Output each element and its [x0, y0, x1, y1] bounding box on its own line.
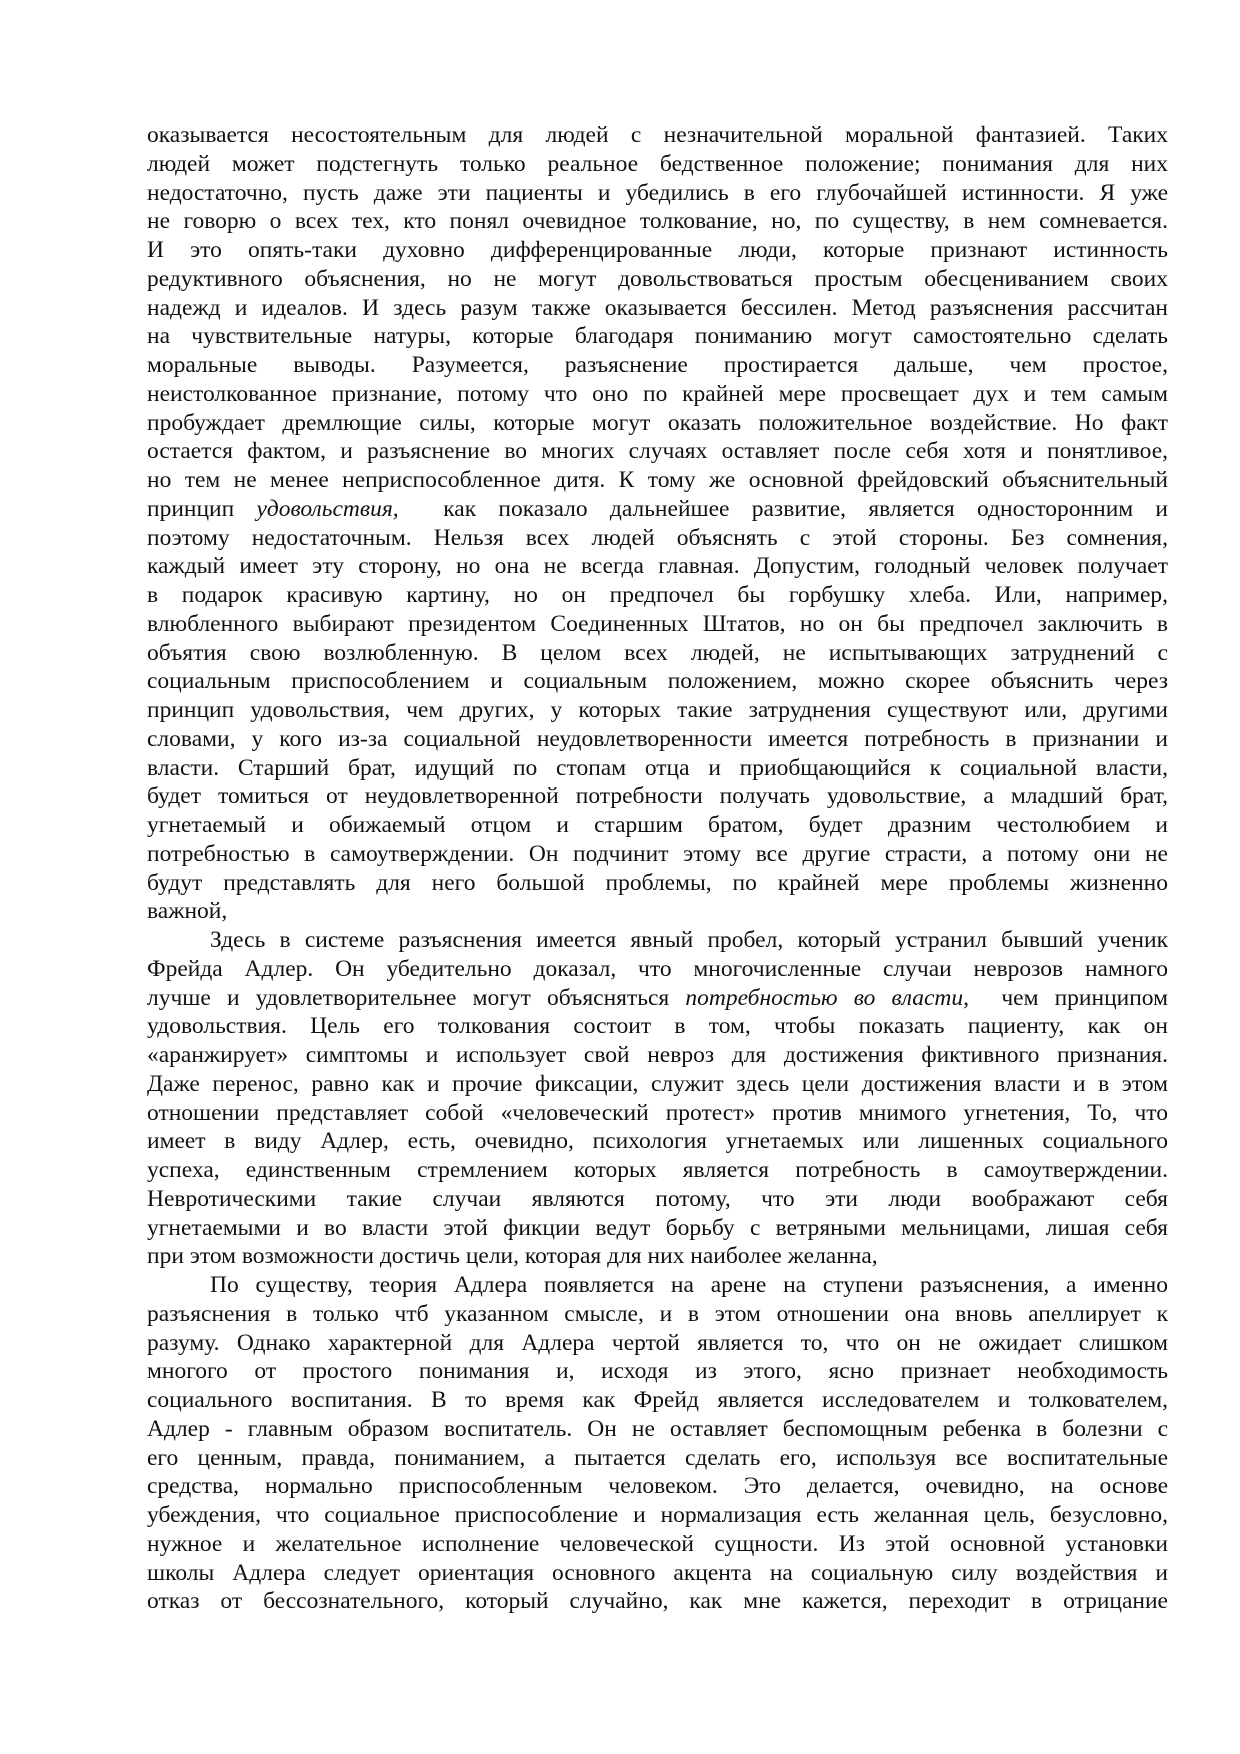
text-line	[147, 1300, 1168, 1329]
line-text: отказ от бессознательного, который случайно, как мне кажется, переходит в отрицание	[147, 1588, 1168, 1615]
line-text: «аранжирует» симптомы и использует свой невроз для достижения фиктивного признания.	[147, 1042, 1168, 1068]
text-line	[147, 409, 1168, 438]
line-text: отношении представляет собой «человеческий протест» против мнимого угнетения, То, что	[147, 1099, 1168, 1126]
text-line	[147, 351, 1168, 380]
line-text: как показало дальнейшее развитие, является односторонним и	[398, 495, 1168, 522]
line-text: принцип	[147, 495, 257, 522]
line-text: средства, нормально приспособленным человеком. Это делается, очевидно, на основе	[147, 1473, 1168, 1500]
text-line	[147, 1012, 1168, 1041]
line-text: будет томиться от неудовлетворенной потребности получать удовольствие, а младший брат,	[147, 783, 1168, 810]
text-line	[147, 1386, 1168, 1415]
line-text: угнетаемыми и во власти этой фикции ведут борьбу с ветряными мельницами, лишая себя	[147, 1214, 1168, 1241]
text-line	[147, 179, 1168, 208]
line-text: лучше и удовлетворительнее могут объясняться	[147, 984, 686, 1011]
text-line	[147, 1415, 1168, 1444]
italic-emphasis: потребностью во власти,	[685, 984, 970, 1011]
text-line	[147, 1070, 1168, 1099]
line-text: неистолкованное признание, потому что оно по крайней мере просвещает дух и тем самым	[147, 380, 1168, 407]
text-line	[147, 696, 1168, 725]
text-line	[147, 639, 1168, 668]
text-line	[147, 1156, 1168, 1185]
line-text: удовольствия. Цель его толкования состоит в том, чтобы показать пациенту, как он	[147, 1013, 1168, 1040]
line-text: людей может подстегнуть только реальное бедственное положение; понимания для них	[147, 150, 1168, 177]
text-line	[147, 236, 1168, 265]
text-line	[147, 380, 1168, 409]
line-text: убеждения, что социальное приспособление и нормализация есть желанная цель, безусловно,	[147, 1502, 1168, 1528]
line-text: Невротическими такие случаи являются потому, что эти люди воображают себя	[147, 1185, 1168, 1212]
line-text: будут представлять для него большой проблемы, по крайней мере проблемы жизненно	[147, 869, 1168, 896]
line-text: его ценным, правда, пониманием, а пытается сделать его, используя все воспитательные	[147, 1444, 1168, 1471]
text-line	[147, 1214, 1168, 1243]
text-line	[147, 121, 1168, 150]
text-line	[147, 466, 1168, 495]
line-text: Даже перенос, равно как и прочие фиксации, служит здесь цели достижения власти и в этом	[147, 1070, 1168, 1097]
line-text: социального воспитания. В то время как Фрейд является исследователем и толкователем,	[147, 1387, 1168, 1413]
text-line	[147, 437, 1168, 466]
line-text: И это опять-таки духовно дифференцированные люди, которые признают истинность	[147, 237, 1168, 263]
text-line	[147, 1357, 1168, 1386]
line-text: разуму. Однако характерной для Адлера чертой является то, что он не ожидает слишком	[147, 1329, 1168, 1356]
text-line	[147, 524, 1168, 553]
line-text: нужное и желательное исполнение человеческой сущности. Из этой основной установки	[147, 1530, 1168, 1557]
text-line	[147, 322, 1168, 351]
line-text: По существу, теория Адлера появляется на арене на ступени разъяснения, а именно	[210, 1272, 1168, 1298]
text-line	[147, 1127, 1168, 1156]
italic-emphasis: удовольствия,	[256, 495, 399, 522]
line-text: поэтому недостаточным. Нельзя всех людей объяснять с этой стороны. Без сомнения,	[147, 524, 1168, 551]
line-text: но тем не менее неприспособленное дитя. К тому же основной фрейдовский объяснительный	[147, 467, 1168, 493]
text-line	[147, 926, 1168, 955]
line-text: надежд и идеалов. И здесь разум также оказывается бессилен. Метод разъяснения рассчитан	[147, 294, 1168, 321]
line-text: имеет в виду Адлер, есть, очевидно, психология угнетаемых или лишенных социального	[147, 1128, 1168, 1155]
text-line	[147, 1099, 1168, 1128]
line-text: власти. Старший брат, идущий по стопам отца и приобщающийся к социальной власти,	[147, 754, 1168, 781]
line-text: Фрейда Адлер. Он убедительно доказал, что многочисленные случаи неврозов намного	[147, 955, 1168, 982]
line-text: успеха, единственным стремлением которых является потребность в самоутверждении.	[147, 1157, 1168, 1183]
line-text: моральные выводы. Разумеется, разъяснение простирается дальше, чем простое,	[147, 352, 1168, 378]
line-text: важной,	[147, 898, 228, 925]
text-line	[147, 1472, 1168, 1501]
line-text: Адлер - главным образом воспитатель. Он не оставляет беспомощным ребенка в болезни с	[147, 1415, 1168, 1442]
text-line	[147, 1559, 1168, 1588]
text-line	[147, 1185, 1168, 1214]
line-text: Здесь в системе разъяснения имеется явный пробел, который устранил бывший ученик	[210, 927, 1168, 953]
text-line	[147, 1587, 1168, 1616]
line-text: при этом возможности достичь цели, которая для них наиболее желанна,	[147, 1243, 878, 1270]
line-text: в подарок красивую картину, но он предпочел бы горбушку хлеба. Или, например,	[147, 582, 1168, 608]
line-text: социальным приспособлением и социальным положением, можно скорее объяснить через	[147, 668, 1168, 695]
line-text: угнетаемый и обижаемый отцом и старшим братом, будет дразним честолюбием и	[147, 812, 1168, 838]
text-line	[147, 725, 1168, 754]
line-text: пробуждает дремлющие силы, которые могут оказать положительное воздействие. Но факт	[147, 409, 1168, 436]
text-line	[147, 610, 1168, 639]
line-text: остается фактом, и разъяснение во многих случаях оставляет после себя хотя и понятливое,	[147, 438, 1168, 465]
text-line	[147, 984, 1168, 1013]
line-text: не говорю о всех тех, кто понял очевидное толкование, но, по существу, в нем сомневается.	[147, 208, 1168, 235]
line-text: школы Адлера следует ориентация основного акцента на социальную силу воздействия и	[147, 1559, 1168, 1586]
text-line	[147, 150, 1168, 179]
line-text: влюбленного выбирают президентом Соединенных Штатов, но он бы предпочел заключить в	[147, 610, 1168, 637]
text-line	[147, 265, 1168, 294]
text-line	[147, 1329, 1168, 1358]
text-line	[147, 782, 1168, 811]
text-line	[147, 1242, 1168, 1271]
line-text: каждый имеет эту сторону, но она не всегда главная. Допустим, голодный человек получает	[147, 553, 1168, 580]
line-text: потребностью в самоутверждении. Он подчинит этому все другие страсти, а потому они не	[147, 840, 1168, 867]
text-line	[147, 667, 1168, 696]
paragraph	[147, 1271, 1168, 1616]
line-text: разъяснения в только чтб указанном смысле, и в этом отношении она вновь апеллирует к	[147, 1300, 1168, 1327]
line-text: многого от простого понимания и, исходя из этого, ясно признает необходимость	[147, 1358, 1168, 1385]
line-text: оказывается несостоятельным для людей с незначительной моральной фантазией. Таких	[147, 122, 1168, 148]
text-line	[147, 1041, 1168, 1070]
text-line	[147, 1444, 1168, 1473]
text-line	[147, 294, 1168, 323]
line-text: редуктивного объяснения, но не могут довольствоваться простым обесцениванием своих	[147, 265, 1168, 292]
line-text: принцип удовольствия, чем других, у которых такие затруднения существуют или, другими	[147, 697, 1168, 723]
text-line	[147, 1271, 1168, 1300]
paragraph	[147, 121, 1168, 926]
text-line	[147, 811, 1168, 840]
line-text: чем принципом	[969, 984, 1168, 1011]
line-text: объятия свою возлюбленную. В целом всех людей, не испытывающих затруднений с	[147, 639, 1168, 666]
text-line	[147, 581, 1168, 610]
text-line	[147, 869, 1168, 898]
text-line	[147, 1530, 1168, 1559]
paragraph	[147, 926, 1168, 1271]
text-line	[147, 897, 1168, 926]
text-line	[147, 207, 1168, 236]
text-line	[147, 552, 1168, 581]
document-page	[147, 121, 1168, 1616]
text-line	[147, 1501, 1168, 1530]
text-line	[147, 840, 1168, 869]
line-text: недостаточно, пусть даже эти пациенты и убедились в его глубочайшей истинности. Я уже	[147, 179, 1168, 206]
text-line	[147, 754, 1168, 783]
text-line	[147, 495, 1168, 524]
line-text: словами, у кого из-за социальной неудовлетворенности имеется потребность в признании и	[147, 725, 1168, 752]
text-line	[147, 955, 1168, 984]
line-text: на чувствительные натуры, которые благодаря пониманию могут самостоятельно сделать	[147, 323, 1168, 350]
